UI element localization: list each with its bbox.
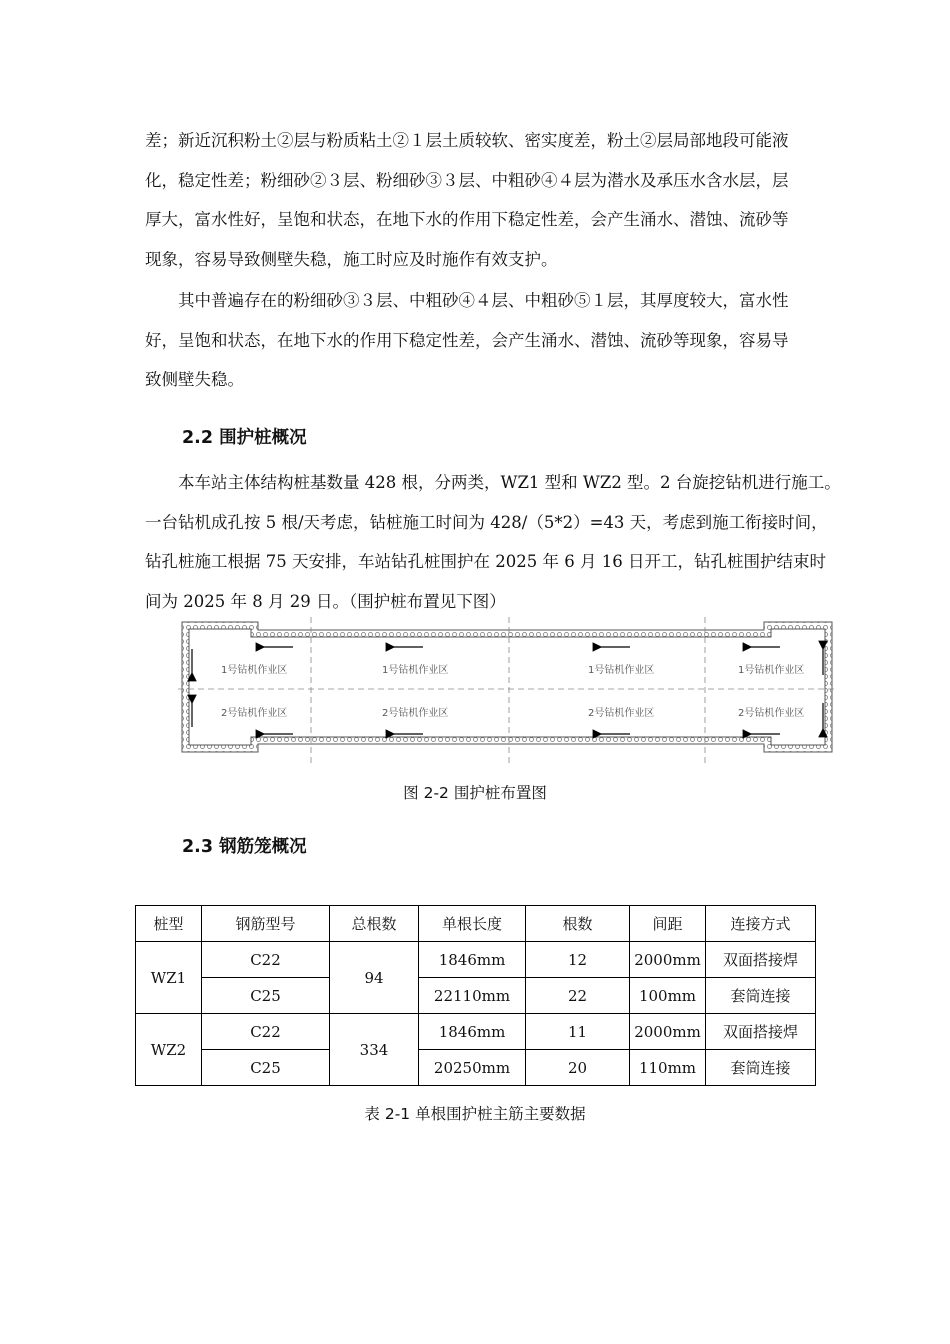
count-cell: 22 [526, 978, 630, 1014]
length-cell: 20250mm [419, 1050, 526, 1086]
rebar-type-cell: C25 [202, 1050, 330, 1086]
text-line: 钻孔桩施工根据 75 天安排，车站钻孔桩围护在 2025 年 6 月 16 日开工，钻孔桩围护结束时 [145, 552, 826, 571]
column-header: 连接方式 [706, 906, 816, 942]
section-heading-2-2: 2.2 围护桩概况 [182, 428, 307, 448]
table-caption: 表 2-1 单根围护桩主筋主要数据 [364, 1105, 586, 1123]
zone-label-rig2: 2号钻机作业区 [382, 708, 449, 719]
table-header-row [136, 906, 816, 942]
length-cell: 1846mm [419, 1014, 526, 1050]
zone-label-rig2: 2号钻机作业区 [588, 708, 655, 719]
spacing-cell: 2000mm [630, 1014, 706, 1050]
zone-label-rig1: 1号钻机作业区 [382, 665, 449, 676]
section-heading-2-3: 2.3 钢筋笼概况 [182, 837, 307, 857]
pile-type-cell: WZ1 [136, 942, 202, 1014]
joint-cell: 双面搭接焊 [706, 942, 816, 978]
column-header: 桩型 [136, 906, 202, 942]
column-header: 单根长度 [419, 906, 526, 942]
paragraph-sand-layers [145, 281, 817, 400]
rebar-type-cell: C22 [202, 1014, 330, 1050]
rebar-type-cell: C22 [202, 942, 330, 978]
count-cell: 11 [526, 1014, 630, 1050]
spacing-cell: 100mm [630, 978, 706, 1014]
figure-caption: 图 2-2 围护桩布置图 [403, 784, 547, 802]
rebar-data-table [135, 905, 816, 1086]
text-line: 差；新近沉积粉土②层与粉质粘土②１层土质较软、密实度差，粉土②层局部地段可能液 [145, 131, 789, 150]
text-line: 致侧壁失稳。 [145, 370, 244, 389]
joint-cell: 套筒连接 [706, 1050, 816, 1086]
joint-cell: 双面搭接焊 [706, 1014, 816, 1050]
total-count-cell: 94 [330, 942, 419, 1014]
paragraph-pile-overview [145, 463, 841, 621]
spacing-cell: 110mm [630, 1050, 706, 1086]
count-cell: 12 [526, 942, 630, 978]
zone-label-rig1: 1号钻机作业区 [588, 665, 655, 676]
zone-label-rig1: 1号钻机作业区 [221, 665, 288, 676]
column-header: 钢筋型号 [202, 906, 330, 942]
pile-type-cell: WZ2 [136, 1014, 202, 1086]
zone-label-rig1: 1号钻机作业区 [738, 665, 805, 676]
text-line: 其中普遍存在的粉细砂③３层、中粗砂④４层、中粗砂⑤１层，其厚度较大，富水性 [178, 291, 789, 310]
count-cell: 20 [526, 1050, 630, 1086]
text-line: 好，呈饱和状态，在地下水的作用下稳定性差，会产生涌水、潜蚀、流砂等现象，容易导 [145, 330, 789, 350]
joint-cell: 套筒连接 [706, 978, 816, 1014]
text-line: 化，稳定性差；粉细砂②３层、粉细砂③３层、中粗砂④４层为潜水及承压水含水层，层 [145, 170, 789, 190]
pile-layout-figure [178, 617, 838, 767]
text-line: 厚大，富水性好，呈饱和状态，在地下水的作用下稳定性差，会产生涌水、潜蚀、流砂等 [145, 210, 789, 229]
length-cell: 22110mm [419, 978, 526, 1014]
rebar-type-cell: C25 [202, 978, 330, 1014]
column-header: 根数 [526, 906, 630, 942]
text-line: 间为 2025 年 8 月 29 日。（围护桩布置见下图） [145, 591, 506, 611]
column-header: 总根数 [330, 906, 419, 942]
total-count-cell: 334 [330, 1014, 419, 1086]
text-line: 一台钻机成孔按 5 根/天考虑，钻桩施工时间为 428/（5*2）=43 天，考虑到施工衔接时间， [145, 512, 828, 532]
length-cell: 1846mm [419, 942, 526, 978]
column-header: 间距 [630, 906, 706, 942]
text-line: 本车站主体结构桩基数量 428 根，分两类，WZ1 型和 WZ2 型。2 台旋挖钻机进行施工。 [178, 473, 841, 492]
zone-label-rig2: 2号钻机作业区 [738, 708, 805, 719]
table-row [136, 978, 816, 1014]
table-row [136, 1050, 816, 1086]
text-line: 现象，容易导致侧壁失稳，施工时应及时施作有效支护。 [145, 249, 558, 269]
table-row [136, 942, 816, 978]
zone-label-rig2: 2号钻机作业区 [221, 708, 288, 719]
table-row [136, 1014, 816, 1050]
paragraph-soil-description [145, 121, 817, 279]
spacing-cell: 2000mm [630, 942, 706, 978]
